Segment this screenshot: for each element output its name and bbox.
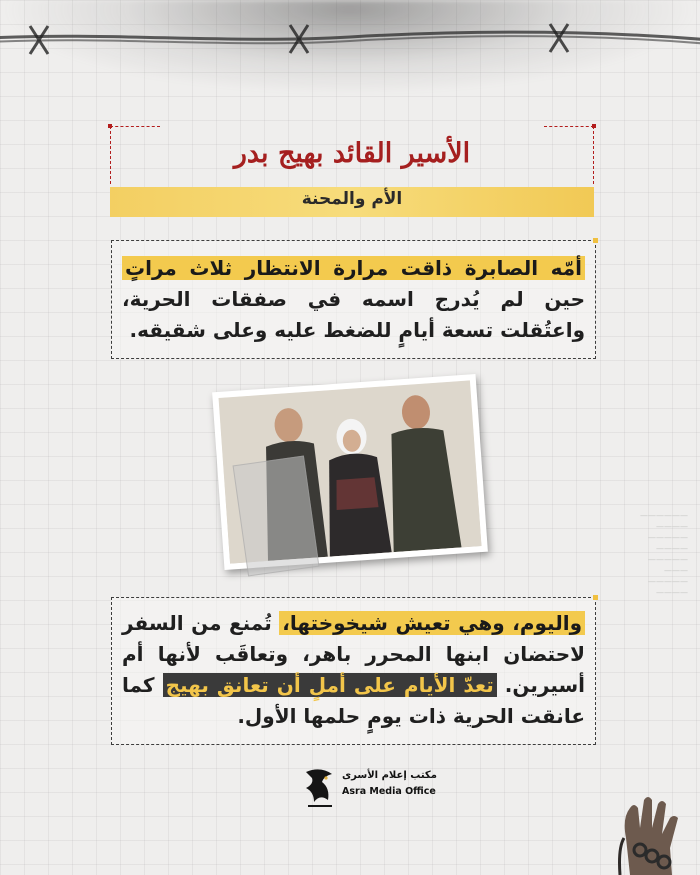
paragraph-1-text: حين لم يُدرج اسمه في صفقات الحرية، واعتُقلت تسعة أيامٍ للضغط عليه وعلى شقيقه. — [122, 287, 585, 342]
chained-hands-icon — [600, 778, 700, 875]
logo-text-arabic: مكتب إعلام الأسرى — [342, 770, 437, 781]
page-title: الأسير القائد بهيج بدر — [233, 138, 471, 169]
eagle-logo-icon — [302, 766, 338, 812]
logo-text-english: Asra Media Office — [342, 786, 436, 797]
paragraph-2 — [122, 608, 585, 732]
paragraph-2-highlight-1: واليوم، وهي تعيش شيخوختها، — [279, 611, 585, 635]
subtitle: الأم والمحنة — [301, 189, 403, 209]
paragraph-2-text-2: كما عانقت الحرية ذات يومٍ حلمها الأول. — [122, 673, 585, 728]
paragraph-1 — [122, 253, 585, 346]
paragraph-1-highlight: أمّه الصابرة ذاقت مرارة الانتظار ثلاث مراتٍ — [122, 256, 585, 280]
photo-tape — [233, 456, 320, 577]
paragraph-2-highlight-2: تعدّ الأيام على أملٍ أن تعانق بهيج — [163, 673, 497, 697]
background-texture-text: —————— ———— ————— ———— ————— ——— ————— ———— — [640, 511, 688, 597]
paragraph-2-text-1: تُمنع من السفر لاحتضان ابنها المحرر باهر، وتعاقَب لأنها أم أسيرين. — [122, 611, 585, 697]
barbed-wire-icon — [0, 10, 700, 70]
